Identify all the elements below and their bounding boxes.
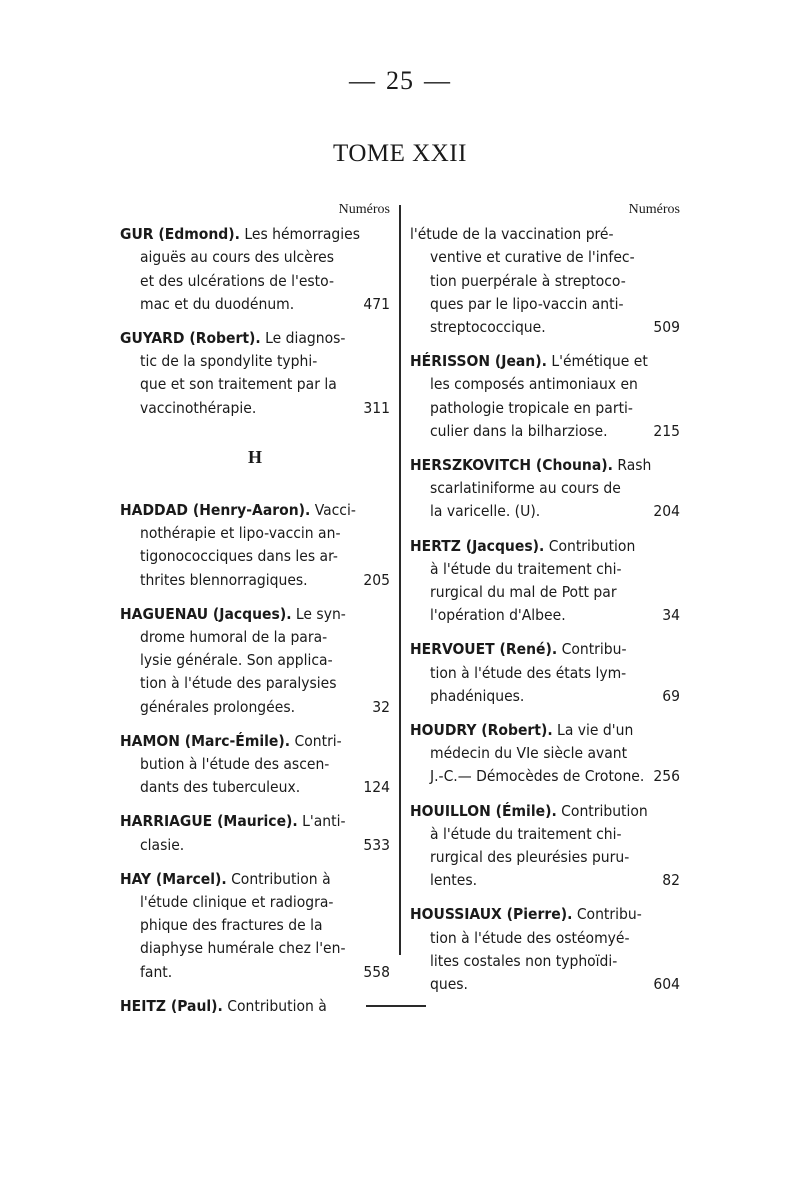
entry-line-text: culier dans la bilharziose. (430, 421, 608, 440)
entry-number: 124 (363, 778, 390, 797)
entry-line: lites costales non typhoïdi- (430, 951, 618, 970)
author-name: HEITZ (Paul). (120, 996, 223, 1015)
author-name: HAY (Marcel). (120, 869, 227, 888)
author-name: HARRIAGUE (Maurice). (120, 812, 298, 831)
entry-line: à l'étude du traitement chi- (430, 824, 622, 843)
entry-last-line (410, 973, 680, 996)
entry-number: 69 (662, 686, 680, 705)
entry-line: scarlatiniforme au cours de (430, 479, 621, 498)
right-entries (410, 223, 680, 996)
entry-last-line (120, 569, 390, 592)
entry-last-line (410, 500, 680, 523)
numeros-label-left: Numéros (338, 202, 390, 217)
entry-number: 558 (363, 962, 390, 981)
entry-line: pathologie tropicale en parti- (430, 398, 633, 417)
entry-last-line (410, 316, 680, 339)
entry-line: HOUSSIAUX (Pierre). Contribu- (410, 905, 642, 924)
author-name: GUR (Edmond). (120, 225, 240, 244)
index-entry (120, 327, 390, 420)
entry-last-line (410, 869, 680, 892)
entry-line-text: HEITZ (Paul). Contribution à (120, 996, 327, 1015)
index-entry (410, 535, 680, 628)
entry-number: 311 (363, 398, 390, 417)
entry-line-text: clasie. (140, 835, 185, 854)
page-number (0, 66, 800, 96)
entry-number: 204 (653, 502, 680, 521)
entry-line: tion à l'étude des ostéomyé- (430, 928, 630, 947)
right-column (410, 198, 680, 1007)
entry-number: 256 (653, 767, 680, 786)
index-entry (410, 350, 680, 443)
entry-line: tion à l'étude des paralysies (140, 674, 337, 693)
entry-number: 82 (662, 871, 680, 890)
index-entry (120, 730, 390, 800)
index-entry (120, 995, 390, 1018)
left-entries-h (120, 499, 390, 1018)
index-entry (410, 223, 680, 339)
entry-last-line (120, 995, 390, 1018)
entry-number: 34 (662, 606, 680, 625)
entry-line: tion puerpérale à streptoco- (430, 271, 626, 290)
entry-number: 205 (363, 570, 390, 589)
entry-line: ventive et curative de l'infec- (430, 248, 635, 267)
entry-line: ques par le lipo-vaccin anti- (430, 294, 624, 313)
entry-line: tic de la spondylite typhi- (140, 352, 318, 371)
entry-last-line (410, 420, 680, 443)
section-letter: H (247, 446, 262, 467)
entry-line: nothérapie et lipo-vaccin an- (140, 524, 341, 543)
entry-line-text: dants des tuberculeux. (140, 778, 301, 797)
index-entry (120, 810, 390, 856)
author-name: HERSZKOVITCH (Chouna). (410, 456, 613, 475)
entry-line-text: thrites blennorragiques. (140, 570, 308, 589)
entry-number: 215 (653, 421, 680, 440)
entry-line: les composés antimoniaux en (430, 375, 638, 394)
entry-line: l'étude de la vaccination pré- (410, 225, 614, 244)
entry-line: GUR (Edmond). Les hémorragies (120, 225, 360, 244)
entry-line: diaphyse humérale chez l'en- (140, 939, 346, 958)
entry-line-text: ques. (430, 975, 468, 994)
entry-line-text: fant. (140, 962, 173, 981)
entry-last-line (120, 397, 390, 420)
entry-line: tigonococciques dans les ar- (140, 547, 338, 566)
entry-line-text: mac et du duodénum. (140, 294, 295, 313)
entry-line: tion à l'étude des états lym- (430, 663, 627, 682)
entry-line: que et son traitement par la (140, 375, 337, 394)
entry-line: phique des fractures de la (140, 916, 323, 935)
index-entry (410, 454, 680, 524)
author-name: HAMON (Marc-Émile). (120, 731, 291, 750)
entry-line: HOUDRY (Robert). La vie d'un (410, 721, 634, 740)
entry-line-text: l'opération d'Albee. (430, 606, 566, 625)
entry-number: 533 (363, 835, 390, 854)
entry-last-line (120, 696, 390, 719)
left-entries (120, 223, 390, 420)
author-name: HERVOUET (René). (410, 640, 558, 659)
index-entry (120, 868, 390, 984)
entry-line: GUYARD (Robert). Le diagnos- (120, 329, 346, 348)
entry-number: 32 (372, 697, 390, 716)
author-name: HÉRISSON (Jean). (410, 352, 547, 371)
page-number-value: 25 (386, 66, 414, 95)
entry-last-line (410, 685, 680, 708)
entry-line-text: vaccinothérapie. (140, 398, 257, 417)
entry-last-line (120, 834, 390, 857)
author-name: HAGUENAU (Jacques). (120, 604, 292, 623)
author-name: HOUDRY (Robert). (410, 721, 553, 740)
entry-line: HERVOUET (René). Contribu- (410, 640, 627, 659)
entry-line: HARRIAGUE (Maurice). L'anti- (120, 812, 346, 831)
entry-number: 471 (363, 294, 390, 313)
entry-line: l'étude clinique et radiogra- (140, 893, 334, 912)
entry-line-text: phadéniques. (430, 686, 525, 705)
dash-right: — (424, 66, 451, 95)
index-entry (120, 223, 390, 316)
entry-line-text: générales prolongées. (140, 697, 296, 716)
entry-line: HAY (Marcel). Contribution à (120, 869, 331, 888)
entry-last-line (120, 293, 390, 316)
numeros-label-right: Numéros (628, 202, 680, 217)
author-name: HERTZ (Jacques). (410, 536, 545, 555)
index-entry (410, 800, 680, 893)
dash-left: — (349, 66, 376, 95)
entry-line: aiguës au cours des ulcères (140, 248, 334, 267)
entry-line: HERSZKOVITCH (Chouna). Rash (410, 456, 652, 475)
author-name: HOUILLON (Émile). (410, 801, 557, 820)
entry-line: HERTZ (Jacques). Contribution (410, 536, 636, 555)
author-name: HADDAD (Henry-Aaron). (120, 501, 311, 520)
entry-last-line (410, 765, 680, 788)
entry-last-line (120, 776, 390, 799)
entry-line: HAMON (Marc-Émile). Contri- (120, 731, 342, 750)
entry-line: drome humoral de la para- (140, 628, 328, 647)
index-entry (410, 638, 680, 708)
index-entry (120, 499, 390, 592)
entry-line: HAGUENAU (Jacques). Le syn- (120, 604, 346, 623)
entry-line: HÉRISSON (Jean). L'émétique et (410, 352, 648, 371)
left-column (120, 198, 390, 1029)
entry-line-text: J.-C.— Démocèdes de Crotone. (430, 767, 645, 786)
entry-line: HOUILLON (Émile). Contribution (410, 801, 648, 820)
entry-line-text: lentes. (430, 871, 478, 890)
author-name: GUYARD (Robert). (120, 329, 261, 348)
entry-line: lysie générale. Son applica- (140, 651, 333, 670)
entry-number: 604 (653, 975, 680, 994)
entry-line: rurgical du mal de Pott par (430, 583, 617, 602)
entry-line: HADDAD (Henry-Aaron). Vacci- (120, 501, 356, 520)
entry-line: et des ulcérations de l'esto- (140, 271, 334, 290)
author-name: HOUSSIAUX (Pierre). (410, 905, 573, 924)
index-entry (410, 903, 680, 996)
index-entry (120, 603, 390, 719)
entry-last-line (120, 961, 390, 984)
entry-line: rurgical des pleurésies puru- (430, 848, 630, 867)
entry-line: bution à l'étude des ascen- (140, 755, 330, 774)
footer-rule (366, 1005, 426, 1007)
entry-line: médecin du VIe siècle avant (430, 744, 628, 763)
column-divider (399, 205, 401, 955)
entry-number: 509 (653, 318, 680, 337)
entry-line: à l'étude du traitement chi- (430, 559, 622, 578)
tome-title: TOME XXII (333, 140, 467, 167)
entry-line-text: la varicelle. (U). (430, 502, 541, 521)
entry-last-line (410, 604, 680, 627)
index-entry (410, 719, 680, 789)
entry-line-text: streptococcique. (430, 318, 546, 337)
